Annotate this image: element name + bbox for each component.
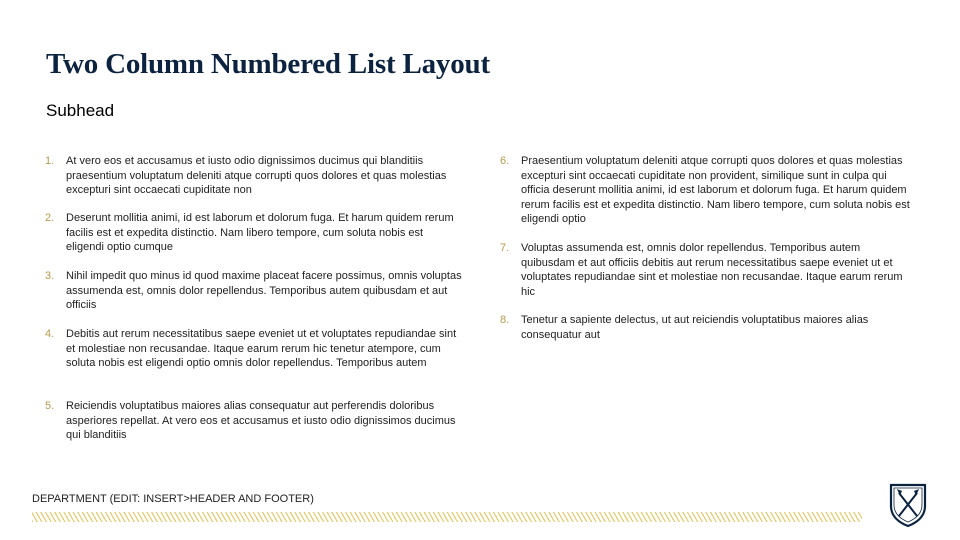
- list-number: 1.: [45, 155, 55, 167]
- shield-logo-icon: [888, 482, 928, 528]
- list-number: 5.: [45, 400, 55, 412]
- list-text: Reiciendis voluptatibus maiores alias consequatur aut perferendis doloribus asperiores repellat. At vero eos et accusamus et iusto odio dignissimos ducimus qui blanditiis: [66, 400, 456, 441]
- footer-department: DEPARTMENT (EDIT: INSERT>HEADER AND FOOTER): [32, 493, 314, 505]
- list-number: 2.: [45, 212, 55, 224]
- list-text: Deserunt mollitia animi, id est laborum et dolorum fuga. Et harum quidem rerum facilis est et expedita distinctio. Nam libero tempore, cum soluta nobis est eligendi optio cumque: [66, 212, 454, 253]
- list-text: Debitis aut rerum necessitatibus saepe eveniet ut et voluptates repudiandae sint et molestiae non recusandae. Itaque earum rerum hic tenetur atempore, cum soluta nobis est eligendi optio omnis dolor repellendus. Temporibus autem: [66, 328, 457, 369]
- subhead: Subhead: [46, 101, 115, 120]
- list-text: Voluptas assumenda est, omnis dolor repellendus. Temporibus autem quibusdam et aut officiis debitis aut rerum necessitatibus saepe eveniet ut et voluptates repudiandae sint et molestiae non recusandae. Itaque earum rerum hic: [521, 242, 903, 298]
- list-number: 4.: [45, 328, 55, 340]
- list-number: 3.: [45, 270, 55, 282]
- list-text: At vero eos et accusamus et iusto odio dignissimos ducimus qui blanditiis praesentium voluptatum deleniti atque corrupti quos dolores et quas molestias excepturi sint occaecati cupiditate non: [66, 155, 447, 196]
- footer-stripe: [32, 512, 862, 522]
- list-text: Praesentium voluptatum deleniti atque corrupti quos dolores et quas molestias excepturi sint occaecati cupiditate non provident, similique sunt in culpa qui officia deserunt mollitia animi, id est laborum et dolorum fuga. Et harum quidem rerum facilis est et expedita distinctio. Nam libero tempore, cum soluta nobis est eligendi optio: [521, 155, 910, 225]
- list-number: 6.: [500, 155, 510, 167]
- page-title: Two Column Numbered List Layout: [46, 48, 490, 80]
- list-text: Nihil impedit quo minus id quod maxime placeat facere possimus, omnis voluptas assumenda est, omnis dolor repellendus. Temporibus autem quibusdam et aut officiis: [66, 270, 462, 311]
- list-number: 7.: [500, 242, 510, 254]
- list-number: 8.: [500, 314, 510, 326]
- list-text: Tenetur a sapiente delectus, ut aut reiciendis voluptatibus maiores alias consequatur aut: [521, 314, 869, 341]
